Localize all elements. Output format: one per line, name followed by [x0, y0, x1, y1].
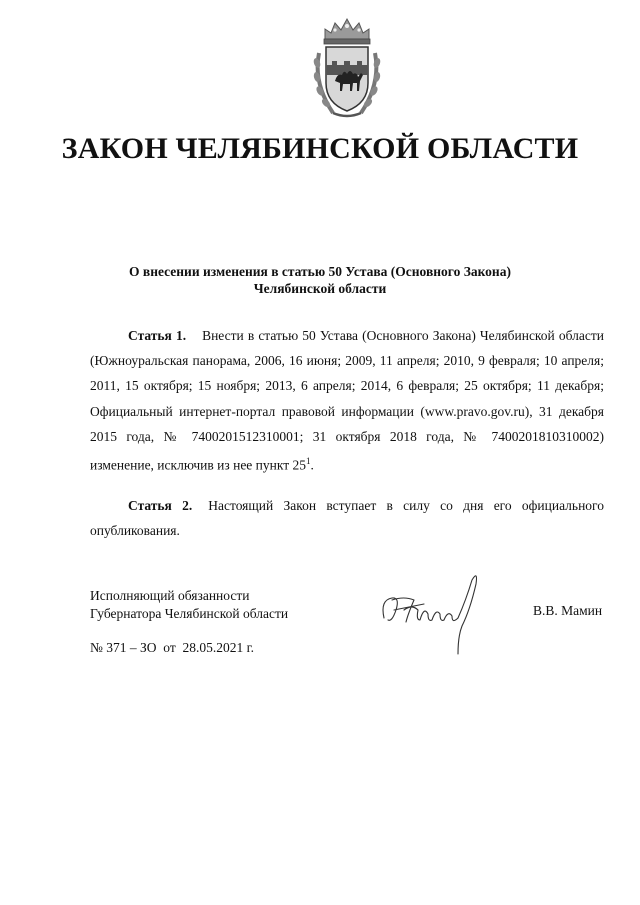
article-1-text-end: . [310, 457, 314, 473]
position-line-2: Губернатора Челябинской области [90, 606, 289, 621]
signatory-position [90, 587, 288, 623]
law-title: ЗАКОН ЧЕЛЯБИНСКОЙ ОБЛАСТИ [61, 132, 579, 165]
law-subtitle [0, 263, 640, 297]
signatory-name: В.В. Мамин [533, 603, 603, 618]
article-1 [90, 323, 604, 478]
article-2-text: Настоящий Закон вступает в силу со дня его официального опубликования. [90, 498, 604, 539]
subtitle-line-1: О внесении изменения в статью 50 Устава (Основного Закона) [129, 264, 511, 279]
article-1-text: Внести в статью 50 Устава (Основного Закона) Челябинской области (Южноуральская панорама, 2006, 16 июня; 2009, 11 апреля; 2010, 9 февраля; 10 апреля; 2011, 15 октября; 15 ноября; 2013, 6 апреля; 2014, 6 февраля; 25 октября; 11 декабря; Официальный интернет-портал правовой информации (www.pravo.gov.ru), 31 декабря 2015 года, № 7400201512310001; 31 октября 2018 года, № 7400201810310002) изменение, исключив из нее пункт 25 [90, 328, 605, 473]
article-1-superscript: 1 [306, 456, 311, 467]
handwritten-signature [374, 570, 486, 655]
document-number: № 371 – ЗО от 28.05.2021 г. [90, 640, 255, 655]
article-1-label: Статья 1. [128, 328, 187, 343]
article-2-label: Статья 2. [128, 498, 193, 513]
position-line-1: Исполняющий обязанности [90, 588, 250, 603]
coat-of-arms-emblem [311, 17, 383, 121]
article-2 [90, 493, 604, 543]
subtitle-line-2: Челябинской области [253, 281, 387, 296]
